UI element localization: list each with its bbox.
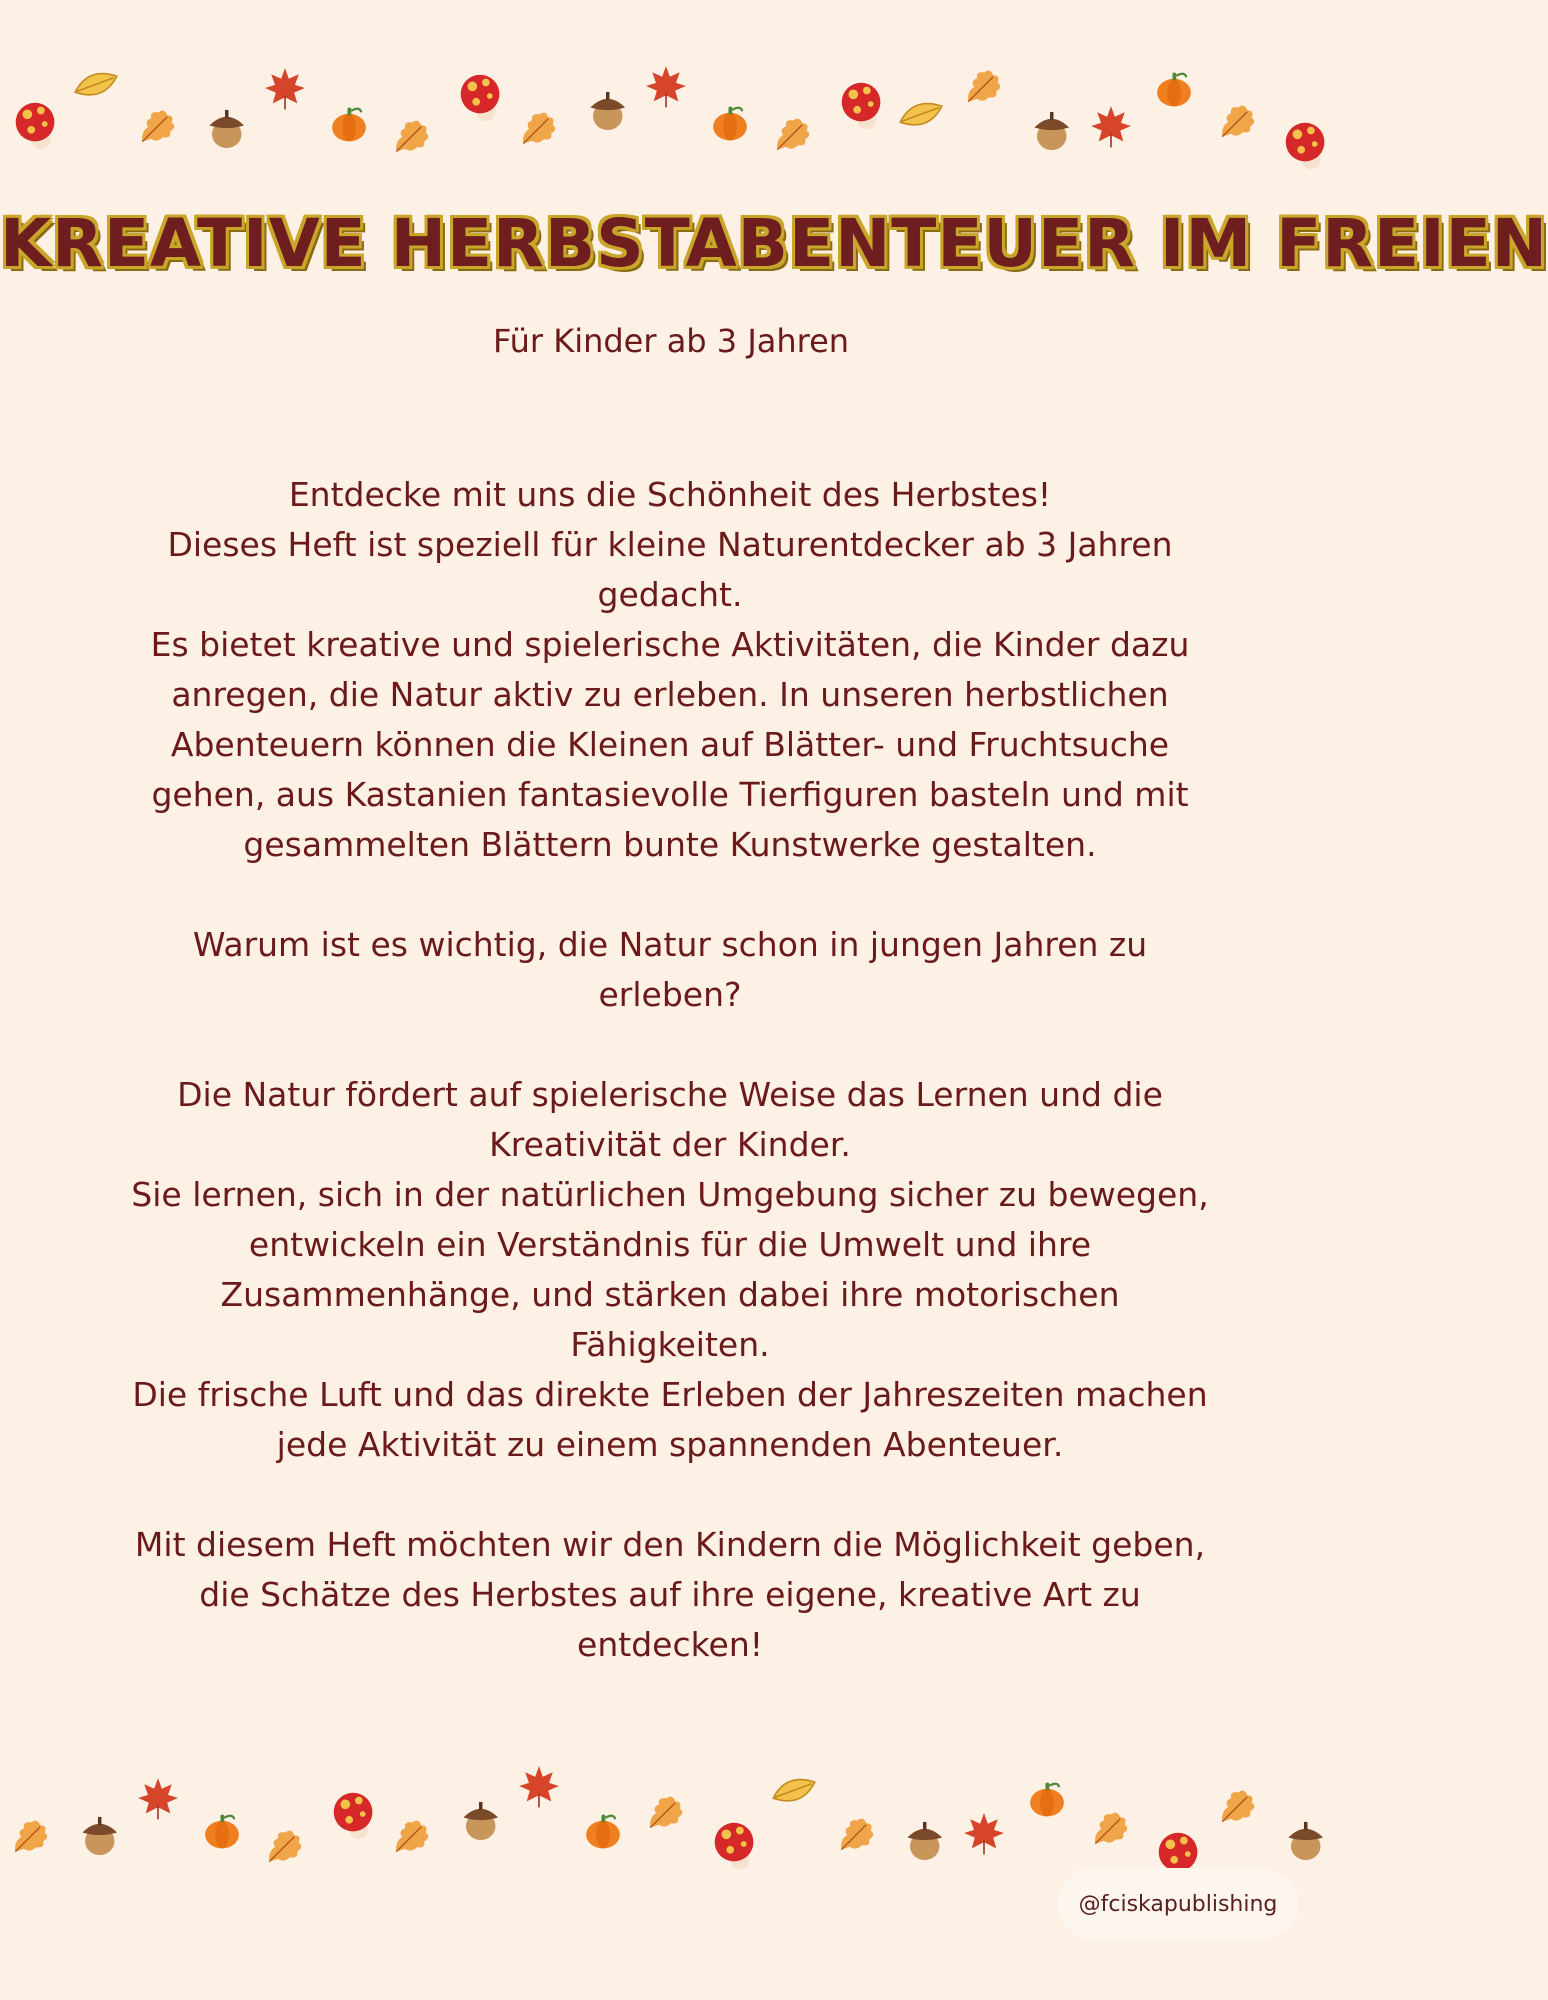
oak-leaf-icon xyxy=(834,1813,878,1861)
yellow-leaf-icon xyxy=(770,1771,818,1815)
page-subtitle: Für Kinder ab 3 Jahren xyxy=(492,322,850,360)
yellow-leaf-icon xyxy=(897,95,945,139)
oak-leaf-icon xyxy=(262,1825,306,1873)
acorn-icon xyxy=(1278,1815,1330,1871)
yellow-leaf-icon xyxy=(72,65,120,109)
oak-leaf-icon xyxy=(643,1791,687,1839)
page-title: KREATIVE HERBSTABENTEUER IM FREIEN xyxy=(0,205,1548,282)
mushroom-icon xyxy=(8,95,66,157)
body-text xyxy=(120,470,1220,1670)
maple-leaf-icon xyxy=(1088,103,1134,153)
maple-leaf-icon xyxy=(643,63,689,113)
paragraph-intro: Entdecke mit uns die Schönheit des Herbstes! xyxy=(288,475,1052,514)
acorn-icon xyxy=(1024,105,1076,161)
pumpkin-icon xyxy=(1151,65,1197,115)
paragraph-fresh-air: Die frische Luft und das direkte Erleben der Jahreszeiten machen jede Aktivität zu einem spannenden Abenteuer. xyxy=(132,1375,1208,1464)
paragraph-closing: Mit diesem Heft möchten wir den Kindern die Möglichkeit geben, die Schätze des Herbstes auf ihre eigene, kreative Art zu entdecken! xyxy=(134,1525,1206,1664)
maple-leaf-icon xyxy=(135,1775,181,1825)
oak-leaf-icon xyxy=(1215,1785,1259,1833)
decoration-border-top xyxy=(0,55,1342,195)
oak-leaf-icon xyxy=(135,105,179,153)
mushroom-icon xyxy=(1278,115,1336,177)
oak-leaf-icon xyxy=(389,115,433,163)
oak-leaf-icon xyxy=(389,1815,433,1863)
paragraph-skills: Sie lernen, sich in der natürlichen Umgebung sicher zu bewegen, entwickeln ein Verständnis für die Umwelt und ihre Zusammenhänge, und stärken dabei ihre motorischen Fähigkeiten. xyxy=(131,1175,1209,1364)
mushroom-icon xyxy=(834,75,892,137)
oak-leaf-icon xyxy=(770,113,814,161)
acorn-icon xyxy=(199,103,251,159)
oak-leaf-icon xyxy=(8,1815,52,1863)
acorn-icon xyxy=(72,1810,124,1866)
oak-leaf-icon xyxy=(1088,1807,1132,1855)
pumpkin-icon xyxy=(707,99,753,149)
maple-leaf-icon xyxy=(961,1810,1007,1860)
pumpkin-icon xyxy=(580,1807,626,1857)
pumpkin-icon xyxy=(199,1807,245,1857)
pumpkin-icon xyxy=(326,100,372,150)
paragraph-booklet: Dieses Heft ist speziell für kleine Naturentdecker ab 3 Jahren gedacht. xyxy=(167,525,1173,614)
mushroom-icon xyxy=(453,67,511,129)
oak-leaf-icon xyxy=(1215,100,1259,148)
pumpkin-icon xyxy=(1024,1775,1070,1825)
oak-leaf-icon xyxy=(961,65,1005,113)
acorn-icon xyxy=(453,1795,505,1851)
oak-leaf-icon xyxy=(516,107,560,155)
acorn-icon xyxy=(897,1815,949,1871)
social-handle: @fciskapublishing xyxy=(1058,1868,1298,1940)
paragraph-activities: Es bietet kreative und spielerische Aktivitäten, die Kinder dazu anregen, die Natur aktiv zu erleben. In unseren herbstlichen Abenteuern können die Kleinen auf Blätter- und Fruchtsuche gehen, aus Kastanien fantasievolle Tierfiguren basteln und mit gesammelten Blättern bunte Kunstwerke gestalten. xyxy=(150,625,1190,864)
paragraph-learning: Die Natur fördert auf spielerische Weise das Lernen und die Kreativität der Kinder. xyxy=(177,1075,1163,1164)
maple-leaf-icon xyxy=(262,65,308,115)
acorn-icon xyxy=(580,85,632,141)
maple-leaf-icon xyxy=(516,1763,562,1813)
mushroom-icon xyxy=(707,1815,765,1877)
mushroom-icon xyxy=(326,1785,384,1847)
paragraph-question: Warum ist es wichtig, die Natur schon in jungen Jahren zu erleben? xyxy=(192,925,1148,1014)
